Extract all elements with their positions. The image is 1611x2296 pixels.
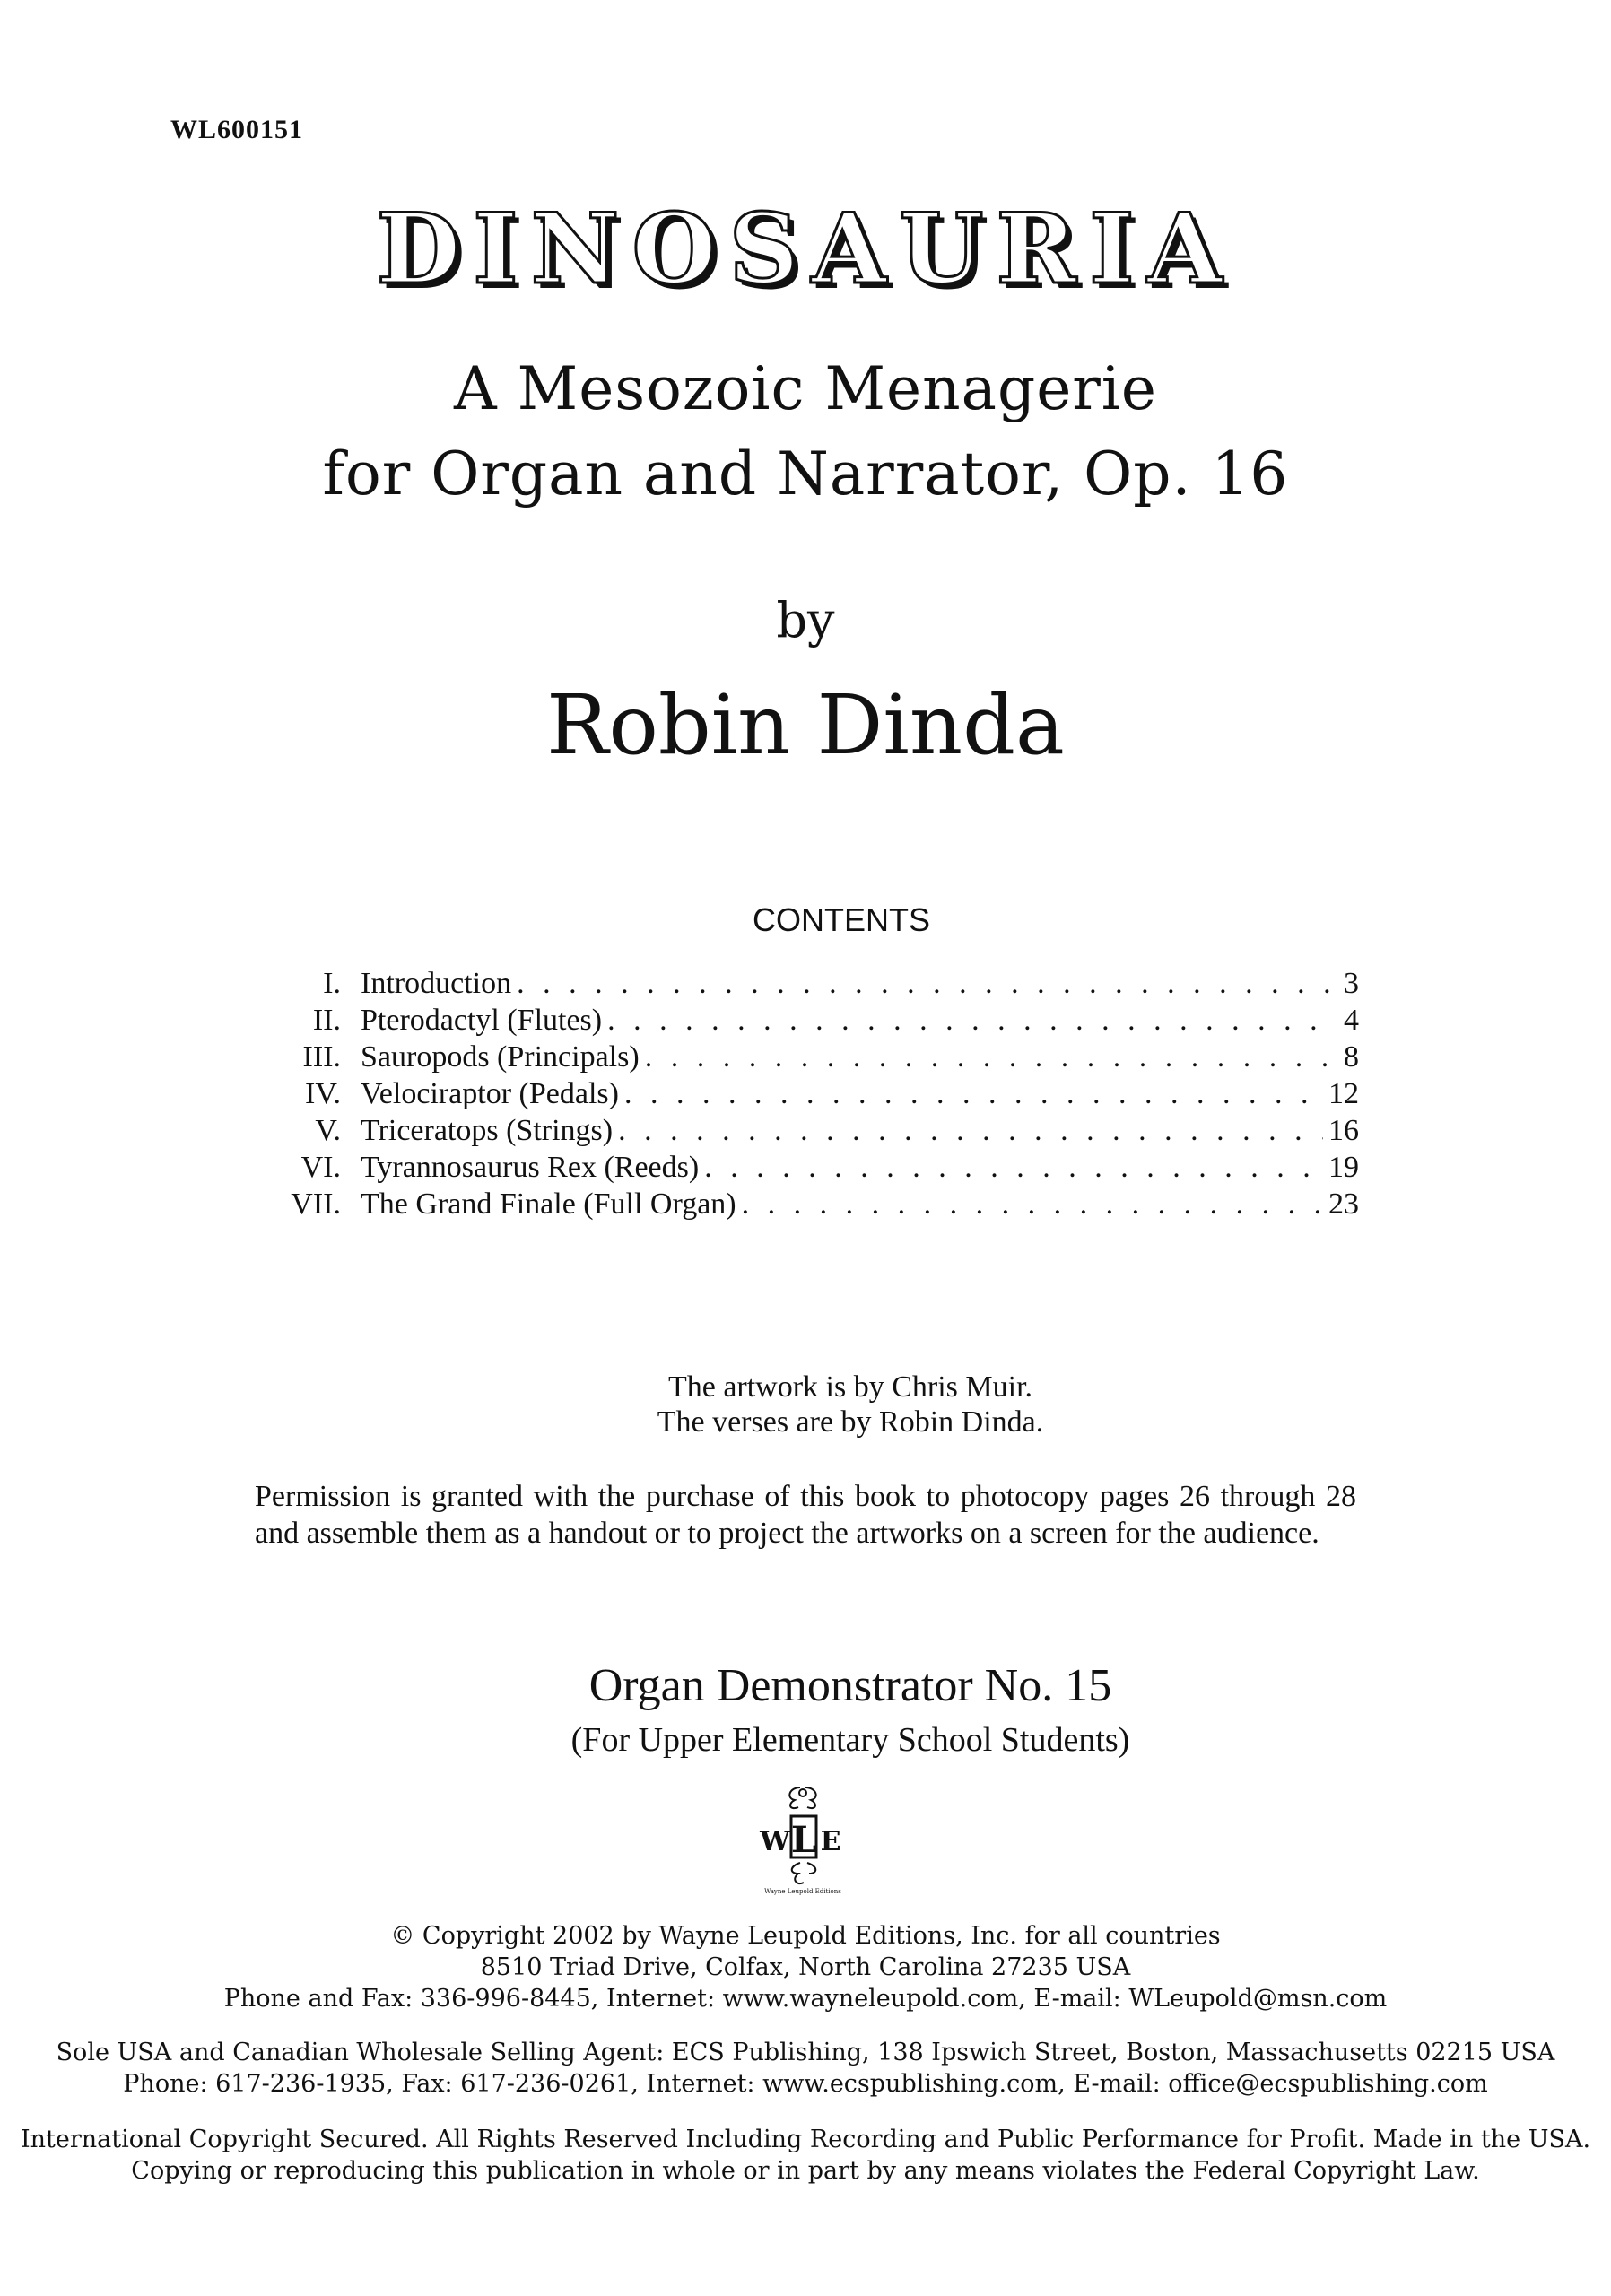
page-title: DINOSAURIA <box>376 193 1235 306</box>
catalog-number: WL600151 <box>170 115 304 144</box>
publisher-logo-icon <box>745 1780 861 1897</box>
toc-leader-dots <box>742 1187 1323 1222</box>
toc-title: Pterodactyl (Flutes) <box>361 1004 603 1037</box>
toc-entry <box>269 1077 1359 1114</box>
copyright-address: 8510 Triad Drive, Colfax, North Carolina 27235 USA <box>480 1953 1131 1981</box>
toc-entry <box>269 1187 1359 1224</box>
toc-page: 23 <box>1328 1187 1359 1221</box>
svg-text:L: L <box>790 1819 817 1861</box>
subtitle-line-1: A Mesozoic Menagerie <box>454 354 1157 423</box>
permission-notice: Permission is granted with the purchase of this book to photocopy pages 26 through 28 and assemble them as a handout or to project the artworks on a screen for the audience. <box>255 1480 1356 1550</box>
toc-page: 3 <box>1344 967 1359 1000</box>
copyright-line-1: © Copyright 2002 by Wayne Leupold Editions, Inc. for all countries <box>390 1922 1221 1950</box>
table-of-contents <box>269 967 1359 1224</box>
toc-number: II. <box>312 1004 341 1037</box>
toc-leader-dots <box>618 1114 1323 1148</box>
toc-title: Sauropods (Principals) <box>361 1040 640 1074</box>
toc-leader-dots <box>645 1040 1336 1074</box>
toc-title: Triceratops (Strings) <box>361 1114 614 1147</box>
logo-caption: Wayne Leupold Editions <box>764 1888 841 1895</box>
toc-page: 19 <box>1328 1151 1359 1184</box>
copyright-contact: Phone and Fax: 336-996-8445, Internet: www.wayneleupold.com, E-mail: WLeupold@msn.com <box>223 1985 1388 2013</box>
series-subtitle: (For Upper Elementary School Students) <box>570 1721 1130 1759</box>
toc-number: VII. <box>291 1187 341 1221</box>
artwork-credit: The artwork is by Chris Muir. <box>667 1370 1033 1404</box>
legal-notice-line-2: Copying or reproducing this publication in whole or in part by any means violates the Federal Copyright Law. <box>131 2157 1480 2185</box>
series-title: Organ Demonstrator No. 15 <box>588 1660 1112 1711</box>
by-label: by <box>776 592 835 648</box>
svg-text:W: W <box>760 1826 790 1857</box>
toc-leader-dots <box>624 1077 1323 1111</box>
toc-title: Introduction <box>361 967 512 1000</box>
toc-title: Tyrannosaurus Rex (Reeds) <box>361 1151 700 1184</box>
toc-leader-dots <box>607 1004 1336 1038</box>
toc-entry <box>269 1151 1359 1187</box>
toc-number: III. <box>302 1040 341 1074</box>
svg-text:E: E <box>820 1826 841 1857</box>
toc-entry <box>269 1114 1359 1151</box>
selling-agent-line: Sole USA and Canadian Wholesale Selling Agent: ECS Publishing, 138 Ipswich Street, Boston, Massachusetts 02215 USA <box>56 2039 1555 2066</box>
toc-number: I. <box>323 967 341 1000</box>
legal-notice-line-1: International Copyright Secured. All Rights Reserved Including Recording and Public Performance for Profit. Made in the USA. <box>20 2126 1591 2153</box>
verses-credit: The verses are by Robin Dinda. <box>657 1405 1044 1439</box>
toc-page: 16 <box>1328 1114 1359 1147</box>
toc-number: IV. <box>305 1077 341 1110</box>
toc-title: The Grand Finale (Full Organ) <box>361 1187 736 1221</box>
toc-entry <box>269 967 1359 1004</box>
composer-name: Robin Dinda <box>546 677 1065 773</box>
toc-entry <box>269 1004 1359 1040</box>
toc-page: 12 <box>1328 1077 1359 1110</box>
toc-leader-dots <box>704 1151 1323 1185</box>
toc-number: VI. <box>300 1151 341 1184</box>
selling-agent-contact: Phone: 617-236-1935, Fax: 617-236-0261, Internet: www.ecspublishing.com, E-mail: office@ecspublishing.com <box>123 2070 1488 2098</box>
toc-number: V. <box>315 1114 341 1147</box>
toc-entry <box>269 1040 1359 1077</box>
subtitle-line-2: for Organ and Narrator, Op. 16 <box>322 439 1289 509</box>
contents-heading: CONTENTS <box>753 901 930 938</box>
toc-leader-dots <box>517 967 1336 1001</box>
publisher-logo <box>745 1780 861 1897</box>
toc-page: 4 <box>1344 1004 1359 1037</box>
toc-page: 8 <box>1344 1040 1359 1074</box>
toc-title: Velociraptor (Pedals) <box>361 1077 619 1110</box>
